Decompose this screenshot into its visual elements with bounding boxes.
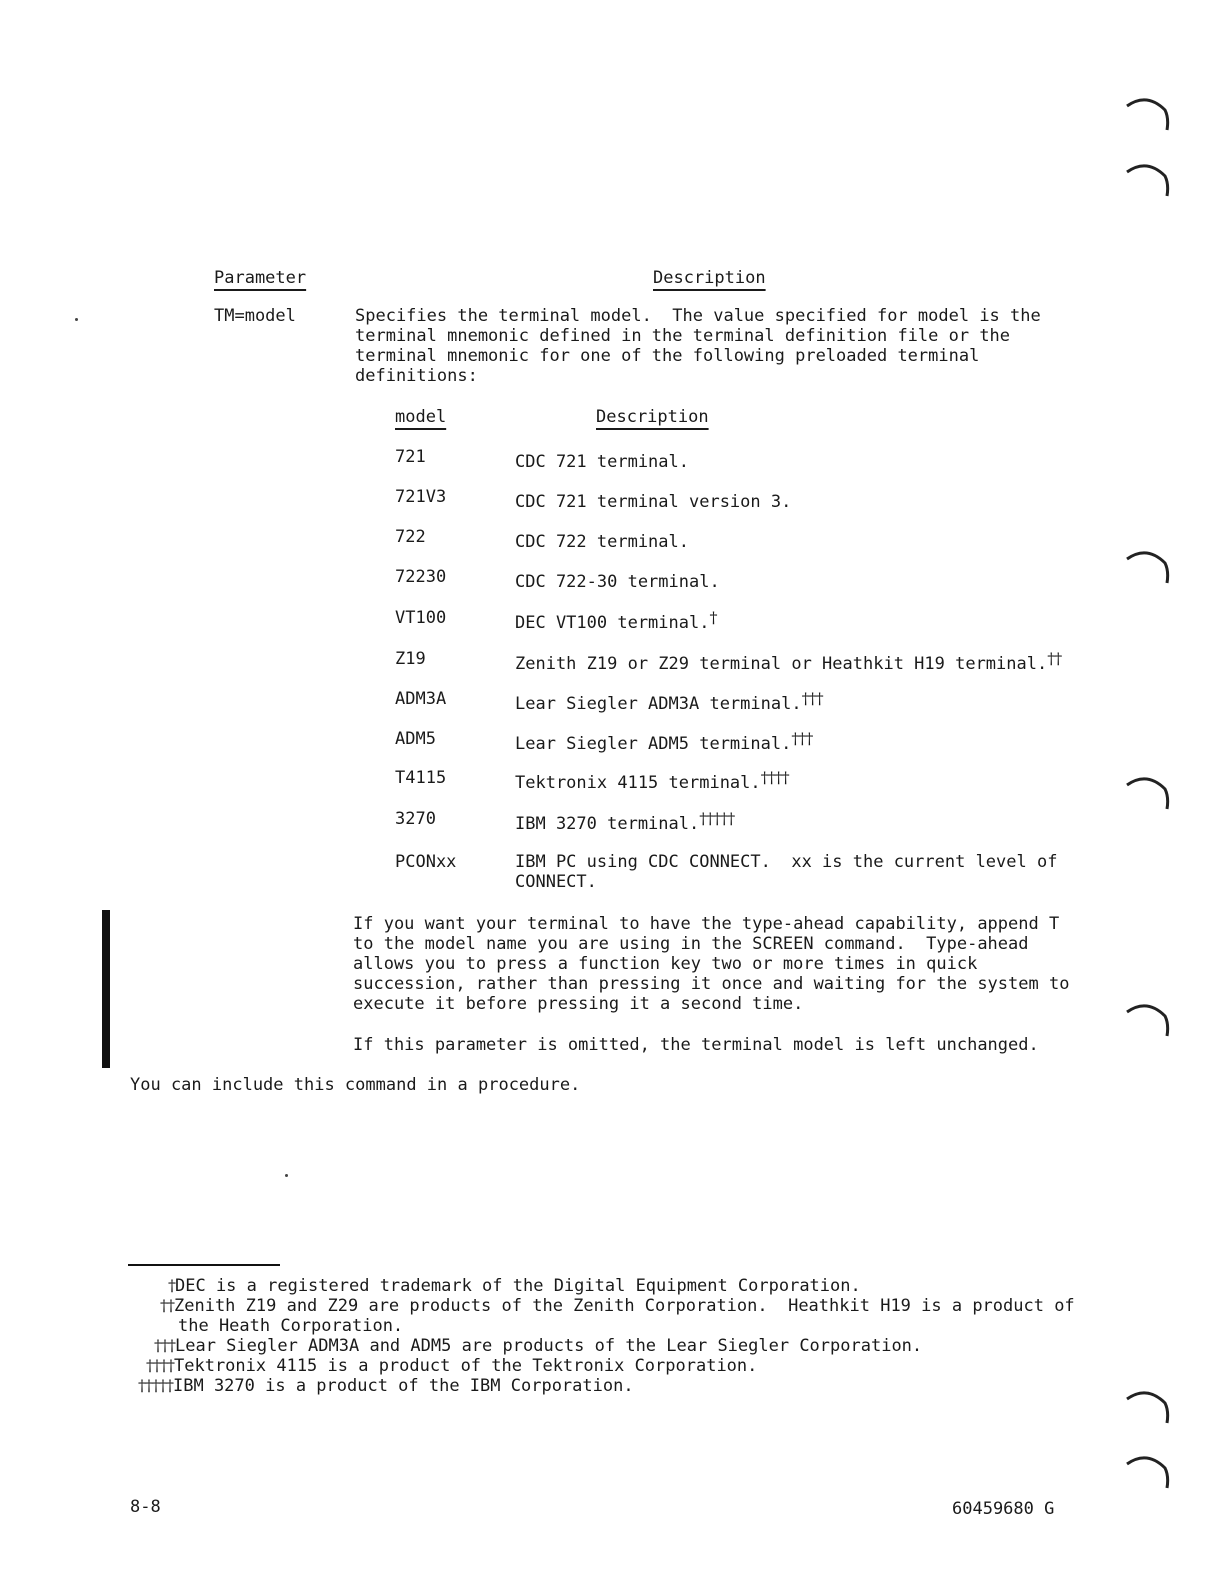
model-description-column-header: Description bbox=[596, 407, 709, 427]
parameter-name: TM=model bbox=[214, 306, 296, 326]
model-description: Zenith Z19 or Z29 terminal or Heathkit H19 terminal.†† bbox=[515, 649, 1062, 674]
parameter-description bbox=[355, 306, 1075, 386]
omitted-note: If this parameter is omitted, the terminal model is left unchanged. bbox=[353, 1035, 1039, 1055]
footnote-continuation: the Heath Corporation. bbox=[178, 1316, 404, 1336]
footnote: †DEC is a registered trademark of the Digital Equipment Corporation. bbox=[168, 1276, 861, 1296]
footnote-mark: †† bbox=[1047, 649, 1062, 668]
binder-hole-mark bbox=[1125, 1385, 1171, 1429]
model-column-header: model bbox=[395, 407, 447, 427]
model-description: Lear Siegler ADM3A terminal.††† bbox=[515, 689, 823, 714]
footnote-mark: ††† bbox=[801, 689, 823, 708]
footnote-mark: ††††† bbox=[699, 809, 735, 828]
model-description: CONNECT. bbox=[515, 872, 597, 892]
scan-speck bbox=[285, 1174, 288, 1177]
description-column-header: Description bbox=[653, 268, 766, 288]
model-code: ADM3A bbox=[395, 689, 447, 709]
model-description: IBM PC using CDC CONNECT. xx is the current level of bbox=[515, 852, 1058, 872]
model-description: CDC 721 terminal version 3. bbox=[515, 492, 792, 512]
model-code: ADM5 bbox=[395, 729, 436, 749]
footnote: †††Lear Siegler ADM3A and ADM5 are products of the Lear Siegler Corporation. bbox=[154, 1336, 923, 1356]
paragraph-line: succession, rather than pressing it once and waiting for the system to bbox=[353, 974, 1070, 994]
model-code: PCONxx bbox=[395, 852, 457, 872]
footnote-mark: †††† bbox=[760, 768, 789, 787]
scan-speck bbox=[75, 318, 78, 321]
procedure-note: You can include this command in a procedure. bbox=[130, 1075, 581, 1095]
change-bar bbox=[102, 910, 110, 1068]
paragraph-line: If you want your terminal to have the type-ahead capability, append T bbox=[353, 914, 1060, 934]
model-code: 721 bbox=[395, 447, 426, 467]
binder-hole-mark bbox=[1125, 92, 1171, 136]
model-code: 72230 bbox=[395, 567, 447, 587]
binder-hole-mark bbox=[1125, 771, 1171, 815]
document-number: 60459680 G bbox=[952, 1499, 1055, 1519]
binder-hole-mark bbox=[1125, 158, 1171, 202]
model-description: CDC 721 terminal. bbox=[515, 452, 689, 472]
intro-line: definitions: bbox=[355, 366, 478, 386]
model-code: 3270 bbox=[395, 809, 436, 829]
model-description: Tektronix 4115 terminal.†††† bbox=[515, 768, 789, 793]
footnote-mark: † bbox=[709, 608, 717, 627]
footnote: †††††IBM 3270 is a product of the IBM Corporation. bbox=[138, 1376, 634, 1396]
binder-hole-mark bbox=[1125, 545, 1171, 589]
model-code: VT100 bbox=[395, 608, 447, 628]
footnote: ††††Tektronix 4115 is a product of the Tektronix Corporation. bbox=[146, 1356, 758, 1376]
model-description: CDC 722-30 terminal. bbox=[515, 572, 720, 592]
paragraph-line: to the model name you are using in the SCREEN command. Type-ahead bbox=[353, 934, 1029, 954]
paragraph-line: execute it before pressing it a second time. bbox=[353, 994, 804, 1014]
intro-line: Specifies the terminal model. The value specified for model is the bbox=[355, 306, 1041, 326]
model-description: Lear Siegler ADM5 terminal.††† bbox=[515, 729, 813, 754]
paragraph-line: allows you to press a function key two or more times in quick bbox=[353, 954, 978, 974]
parameter-column-header: Parameter bbox=[214, 268, 307, 288]
model-code: 722 bbox=[395, 527, 426, 547]
footnote: ††Zenith Z19 and Z29 are products of the Zenith Corporation. Heathkit H19 is a product of bbox=[160, 1296, 1075, 1316]
model-description: DEC VT100 terminal.† bbox=[515, 608, 717, 633]
footnote-rule bbox=[128, 1264, 280, 1266]
binder-hole-mark bbox=[1125, 998, 1171, 1042]
page-number: 8-8 bbox=[130, 1497, 161, 1517]
footnote-mark: ††† bbox=[791, 729, 813, 748]
model-code: T4115 bbox=[395, 768, 447, 788]
model-code: Z19 bbox=[395, 649, 426, 669]
model-code: 721V3 bbox=[395, 487, 447, 507]
intro-line: terminal mnemonic defined in the terminal definition file or the bbox=[355, 326, 1011, 346]
intro-line: terminal mnemonic for one of the following preloaded terminal bbox=[355, 346, 980, 366]
model-description: IBM 3270 terminal.††††† bbox=[515, 809, 735, 834]
binder-hole-mark bbox=[1125, 1450, 1171, 1494]
model-description: CDC 722 terminal. bbox=[515, 532, 689, 552]
